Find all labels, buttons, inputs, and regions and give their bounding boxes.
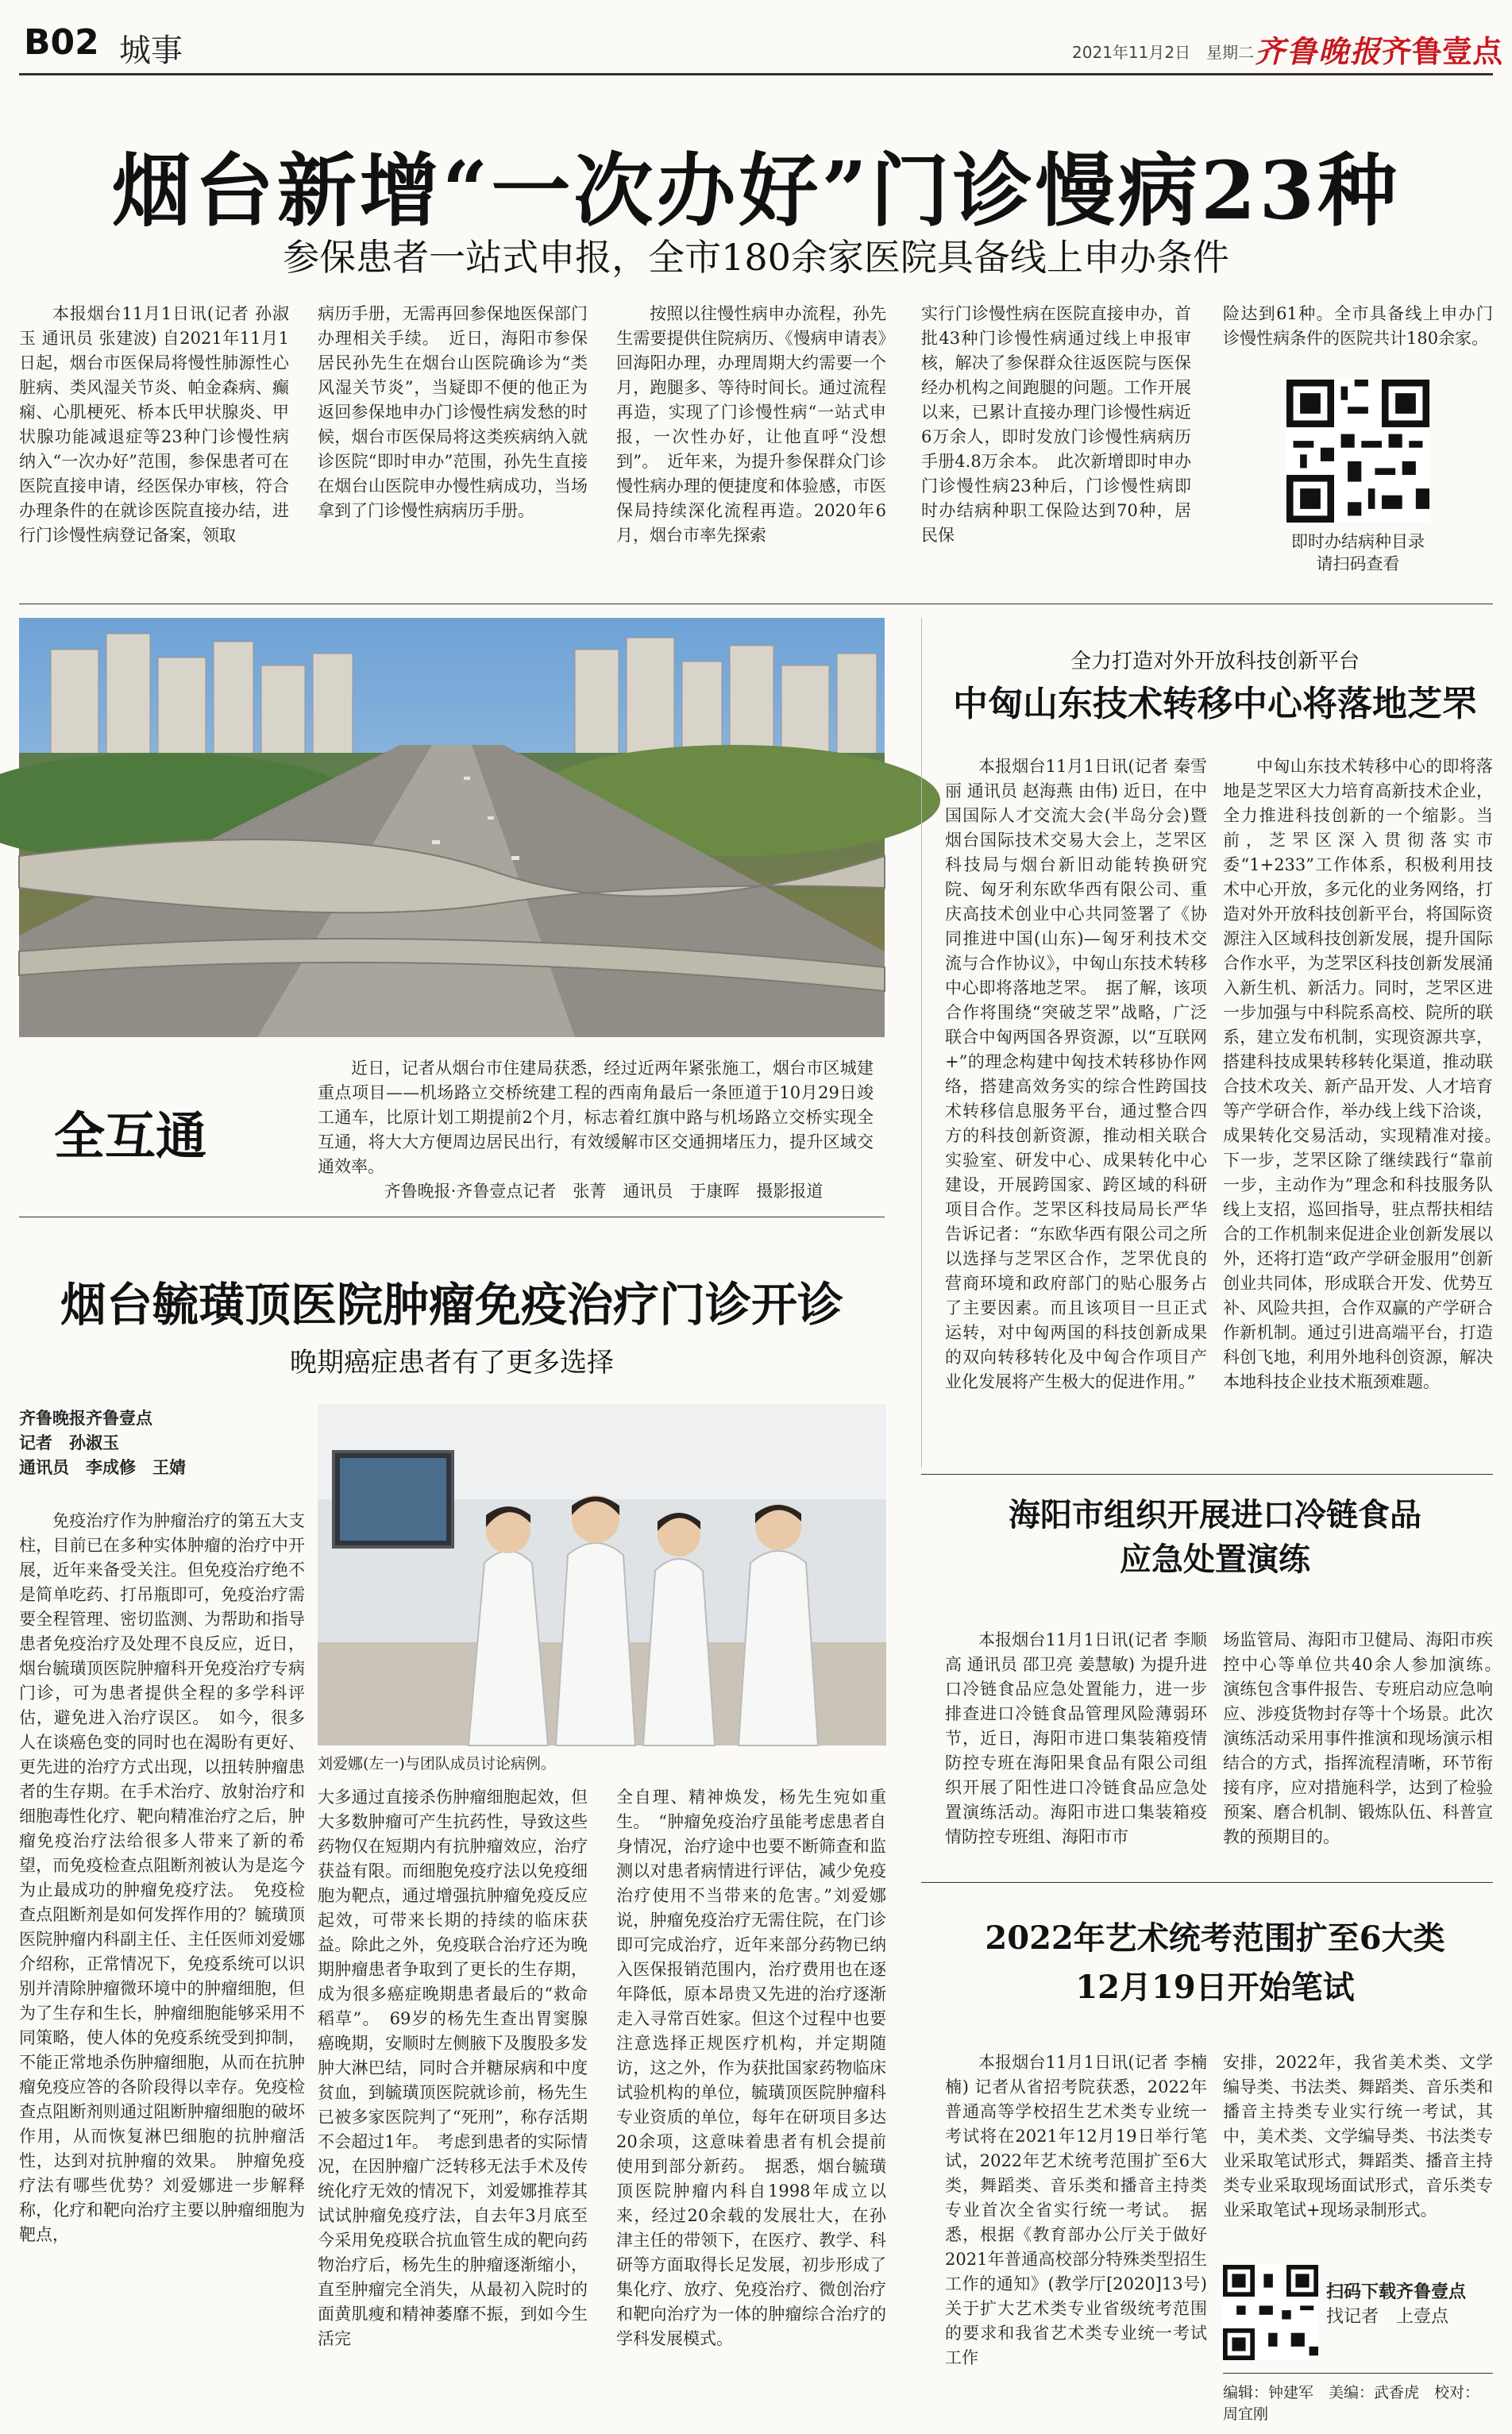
drill-headline: 海阳市组织开展进口冷链食品 应急处置演练 bbox=[1009, 1496, 1421, 1578]
page-number: B02 bbox=[24, 22, 99, 63]
lead-column-4: 实行门诊慢性病在医院直接申办，首批43种门诊慢性病通过线上申报审核，解决了参保群众往返医院与医保经办机构之间跑腿的问题。工作开展以来，已累计直接办理门诊慢性病近6万余人，即时发放门诊慢性病病历手册4.8万余本。 此次新增即时申办门诊慢性病23种后，门诊慢性病即时办结病种职工保险达到70种，居民保 bbox=[921, 304, 1191, 545]
editor-credits: 编辑：钟建军 美编：武香虎 校对：周宜刚 bbox=[1223, 2384, 1480, 2423]
overpass-photo bbox=[19, 618, 885, 1037]
app-qr-code[interactable] bbox=[1223, 2265, 1318, 2360]
tech-kicker: 全力打造对外开放科技创新平台 bbox=[1070, 650, 1360, 673]
art-headline: 2022年艺术统考范围扩至6大类 12月19日开始笔试 bbox=[985, 1919, 1445, 2006]
section-divider bbox=[921, 1474, 1493, 1475]
hospital-column-1: 免疫治疗作为肿瘤治疗的第五大支柱，目前已在多种实体肿瘤的治疗中开展，近年来备受关注。但免疫治疗绝不是简单吃药、打吊瓶即可，免疫治疗需要全程管理、密切监测、为帮助和指导患者免疫治疗及处理不良反应，近日，烟台毓璜顶医院肿瘤科开免疫治疗专病门诊，可为患者提供全程的多学科评估，避免进入治疗误区。 如今，很多人在谈癌色变的同时也在渴盼有更好、更先进的治疗方式出现，以扭转肿瘤患者的生存期。在手术治疗、放射治疗和细胞毒性化疗、靶向精准治疗之后，肿瘤免疫治疗法给很多人带来了新的希望，而免疫检查点阻断剂被认为是迄今为止最成功的肿瘤免疫疗法。 免疫检查点阻断剂是如何发挥作用的？毓璜顶医院肿瘤内科副主任、主任医师刘爱娜介绍称，正常情况下，免疫系统可以识别并清除肿瘤微环境中的肿瘤细胞，但为了生存和生长，肿瘤细胞能够采用不同策略，使人体的免疫系统受到抑制，不能正常地杀伤肿瘤细胞，从而在抗肿瘤免疫应答的各阶段得以幸存。免疫检查点阻断剂则通过阻断肿瘤细胞的破坏作用，从而恢复淋巴细胞的抗肿瘤活性，达到对抗肿瘤的效果。 肿瘤免疫疗法有哪些优势？刘爱娜进一步解释称，化疗和靶向治疗主要以肿瘤细胞为靶点， bbox=[19, 1511, 305, 2244]
lead-qr-caption: 即时办结病种目录 请扫码查看 bbox=[1291, 532, 1425, 573]
tech-column-2: 中匈山东技术转移中心的即将落地是芝罘区大力培育高新技术企业，全力推进科技创新的一个缩影。当前，芝罘区深入贯彻落实市委“1+233”工作体系，积极利用技术中心开放，多元化的业务网络，打造对外开放科技创新平台，将国际资源注入区域科技创新发展，提升国际合作水平，为芝罘区科技创新发展涌入新生机、新活力。同时，芝罘区进一步加强与中科院系高校、院所的联系，建立发布机制，实现资源共享，搭建科技成果转移转化渠道，推动联合技术攻关、新产品开发、人才培育等产学研合作，举办线上线下洽谈，成果转化交易活动，实现精准对接。 下一步，芝罘区除了继续践行“靠前一步，主动作为”理念和科技服务队线上支招，巡回指导，驻点帮扶相结合的工作机制来促进企业创新发展以外，还将打造“政产学研金服用”创新创业共同体，形成联合开发、优势互补、风险共担，合作双赢的产学研合作新机制。通过引进高端平台，打造科创飞地，利用外地科创资源，解决本地科技企业技术瓶颈难题。 bbox=[1223, 757, 1510, 1391]
paper-logo: 齐鲁晚报 bbox=[1255, 33, 1383, 69]
issue-date: 2021年11月2日 星期二 bbox=[1072, 43, 1255, 62]
lead-qr-code[interactable] bbox=[1286, 380, 1429, 523]
photo-story-headline: 全互通 bbox=[54, 1107, 206, 1167]
photo-story-credit: 齐鲁晚报·齐鲁壹点记者 张菁 通讯员 于康晖 摄影报道 bbox=[384, 1182, 824, 1201]
doctors-image bbox=[318, 1404, 886, 1745]
lead-column-2: 病历手册，无需再回参保地医保部门办理相关手续。 近日，海阳市参保居民孙先生在烟台山医院确诊为“类风湿关节炎”，当疑即不便的他正为返回参保地申办门诊慢性病发愁的时候，烟台市医保局将这类疾病纳入就诊医院“即时申办”范围，孙先生直接在烟台山医院申办慢性病成功，当场拿到了门诊慢性病病历手册。 bbox=[318, 304, 588, 520]
drill-column-1: 本报烟台11月1日讯(记者 李顺高 通讯员 邵卫亮 姜慧敏) 为提升进口冷链食品应急处置能力，进一步排查进口冷链食品管理风险薄弱环节，近日，海阳市进口集装箱疫情防控专班在海阳果食品有限公司组织开展了阳性进口冷链食品应急处置演练活动。海阳市进口集装箱疫情防控专班组、海阳市市 bbox=[945, 1630, 1207, 1846]
qr-code-icon bbox=[1223, 2265, 1318, 2360]
doctors-photo bbox=[318, 1404, 886, 1745]
lead-column-5: 险达到61种。全市具备线上申办门诊慢性病条件的医院共计180余家。 bbox=[1223, 304, 1493, 348]
hospital-subheadline: 晚期癌症患者有了更多选择 bbox=[290, 1347, 614, 1379]
app-qr-caption: 扫码下载齐鲁壹点 找记者 上壹点 bbox=[1326, 2282, 1467, 2327]
lead-column-1: 本报烟台11月1日讯(记者 孙淑玉 通讯员 张建波) 自2021年11月1日起，烟台市医保局将慢性肺源性心脏病、类风湿关节炎、帕金森病、癫痫、心肌梗死、桥本氏甲状腺炎、甲状腺功能减退症等23种门诊慢性病纳入“一次办好”范围，参保患者可在医院直接申请，经医保办审核，符合办理条件的在就诊医院直接办结，进行门诊慢性病登记备案，领取 bbox=[19, 304, 289, 545]
photo-story-body: 近日，记者从烟台市住建局获悉，经过近两年紧张施工，烟台市区城建重点项目——机场路立交桥统建工程的西南角最后一条匝道于10月29日竣工通车，比原计划工期提前2个月，标志着红旗中路与机场路立交桥实现全互通，将大大方便周边居民出行，有效缓解市区交通拥堵压力，提升区域交通效率。 bbox=[318, 1059, 874, 1176]
hospital-column-2: 大多通过直接杀伤肿瘤细胞起效，但大多数肿瘤可产生抗药性，导致这些药物仅在短期内有抗肿瘤效应，治疗获益有限。而细胞免疫疗法以免疫细胞为靶点，通过增强抗肿瘤免疫反应起效，可带来长期的持续的临床获益。除此之外，免疫联合治疗还为晚期肿瘤患者争取到了更长的生存期，成为很多癌症晚期患者最后的“救命稻草”。 69岁的杨先生查出胃窦腺癌晚期，安顺时左侧腋下及腹股多发肿大淋巴结，同时合并糖尿病和中度贫血，到毓璜顶医院就诊前，杨先生已被多家医院判了“死刑”，称存活期不会超过1年。 考虑到患者的实际情况，在因肿瘤广泛转移无法手术及传统化疗无效的情况下，刘爱娜推荐其试试肿瘤免疫疗法，自去年3月底至今采用免疫联合抗血管生成的靶向药物治疗后，杨先生的肿瘤逐渐缩小，直至肿瘤完全消失，从最初入院时的面黄肌瘦和精神萎靡不振，到如今生活完 bbox=[318, 1788, 588, 2348]
tech-column-1: 本报烟台11月1日讯(记者 秦雪丽 通讯员 赵海燕 由伟) 近日，在中国国际人才交流大会(半岛分会)暨烟台国际技术交易大会上，芝罘区科技局与烟台新旧动能转换研究院、匈牙利东欧华西有限公司、重庆高技术创业中心共同签署了《协同推进中国(山东)—匈牙利技术交流与合作协议》，中匈山东技术转移中心即将落地芝罘。 据了解，该项合作将围绕“突破芝罘”战略，广泛联合中匈两国各界资源，以“互联网+”的理念构建中匈技术转移协作网络，搭建高效务实的综合性跨国技术转移信息服务平台，通过整合四方的科技创新资源，推动相关联合实验室、研发中心、成果转化中心建设，开展跨国家、跨区域的科研项目合作。芝罘区科技局局长严华告诉记者：“东欧华西有限公司之所以选择与芝罘区合作，芝罘优良的营商环境和政府部门的贴心服务占了主要因素。而且该项目一旦正式运转，对中匈两国的科技创新成果的双向转移转化及中匈合作项目产业化发展将产生极大的促进作用。” bbox=[945, 757, 1207, 1391]
drill-column-2: 场监管局、海阳市卫健局、海阳市疾控中心等单位共40余人参加演练。 演练包含事件报告、专班启动应急响应、涉疫货物封存等十个场景。此次演练活动采用事件推演和现场演示相结合的方式，指挥流程清晰，环节衔接有序，应对措施科学，达到了检验预案、磨合机制、锻炼队伍、科普宣教的预期目的。 bbox=[1223, 1630, 1510, 1846]
footer-rule bbox=[1223, 2373, 1493, 2374]
lead-column-3: 按照以往慢性病申办流程，孙先生需要提供住院病历、《慢病申请表》回海阳办理，办理周期大约需要一个月，跑腿多、等待时间长。通过流程再造，实现了门诊慢性病“一站式申报，一次性办好，让他直呼“没想到”。 近年来，为提升参保群众门诊慢性病办理的便捷度和体验感，市医保局持续深化流程再造。2020年6月，烟台市率先探索 bbox=[616, 304, 886, 545]
lead-headline: 烟台新增“一次办好”门诊慢病23种 bbox=[111, 144, 1401, 237]
art-column-2: 安排，2022年，我省美术类、文学编导类、书法类、舞蹈类、音乐类和播音主持类专业实行统一考试，其中，美术类、文学编导类、书法类专业采取笔试形式，舞蹈类、播音主持类专业采取现场面试形式，音乐类专业采取笔试+现场录制形式。 bbox=[1223, 2053, 1493, 2220]
overpass-image bbox=[19, 618, 885, 1037]
hospital-headline: 烟台毓璜顶医院肿瘤免疫治疗门诊开诊 bbox=[60, 1278, 843, 1332]
app-logo: 齐鲁壹点 bbox=[1382, 34, 1503, 69]
column-divider bbox=[921, 618, 922, 1468]
section-name: 城事 bbox=[119, 33, 183, 69]
qr-code-icon bbox=[1286, 380, 1429, 523]
hospital-byline: 齐鲁晚报齐鲁壹点 记者 孙淑玉 通讯员 李成修 王婧 bbox=[19, 1408, 186, 1477]
section-divider bbox=[921, 1882, 1493, 1883]
masthead-rule bbox=[19, 73, 1493, 75]
tech-headline: 中匈山东技术转移中心将落地芝罘 bbox=[953, 684, 1477, 724]
hospital-column-3: 全自理、精神焕发，杨先生宛如重生。 “肿瘤免疫治疗虽能考虑患者自身情况，治疗途中也要不断筛查和监测以对患者病情进行评估，减少免疫治疗使用不当带来的危害。”刘爱娜说，肿瘤免疫治疗无需住院，在门诊即可完成治疗，近年来部分药物已纳入医保报销范围内，治疗费用也在逐年降低，原本昂贵又先进的治疗逐渐走入寻常百姓家。但这个过程中也要注意选择正规医疗机构，并定期随访，这之外，作为获批国家药物临床试验机构的单位，毓璜顶医院肿瘤科专业资质的单位，每年在研项目多达20余项，这意味着患者有机会提前使用到部分新药。 据悉，烟台毓璜顶医院肿瘤内科自1998年成立以来，经过20余载的发展壮大，在孙津主任的带领下，在医疗、教学、科研等方面取得长足发展，初步形成了集化疗、放疗、免疫治疗、微创治疗和靶向治疗为一体的肿瘤综合治疗的学科发展模式。 bbox=[616, 1788, 886, 2348]
lead-subheadline: 参保患者一站式申报，全市180余家医院具备线上申办条件 bbox=[283, 236, 1229, 279]
doctors-photo-caption: 刘爱娜(左一)与团队成员讨论病例。 bbox=[318, 1755, 556, 1772]
art-column-1: 本报烟台11月1日讯(记者 李楠楠) 记者从省招考院获悉，2022年普通高等学校招生艺术类专业统一考试将在2021年12月19日举行笔试，2022年艺术统考范围扩至6大类，舞蹈类、音乐类和播音主持类专业首次全省实行统一考试。 据悉，根据《教育部办公厅关于做好2021年普通高校部分特殊类型招生工作的通知》(教学厅[2020]13号)关于扩大艺术类专业省级统考范围的要求和我省艺术类专业统一考试工作 bbox=[945, 2053, 1207, 2367]
